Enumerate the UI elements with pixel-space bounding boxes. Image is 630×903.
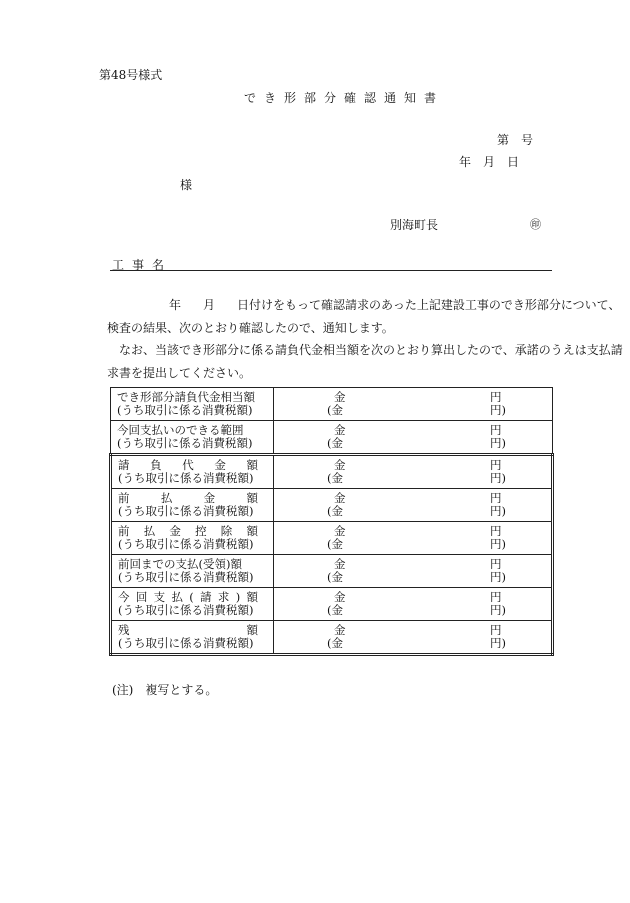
amount-en-label: 円 [490, 589, 502, 604]
row-amount-cell [274, 455, 553, 489]
row-sublabel: (うち取引に係る消費税額) [118, 570, 254, 584]
row-amount-cell [274, 621, 553, 655]
row-label [118, 525, 258, 539]
row-label-char: 請 [118, 457, 130, 472]
row-label-char: 求 [217, 589, 230, 604]
tax-en-label: 円) [490, 436, 506, 450]
table-row [111, 621, 553, 655]
date-line: 年 月 日 [459, 155, 520, 169]
row-label [118, 492, 258, 506]
row-label-char: 金 [203, 490, 216, 505]
amount-en-label: 円 [490, 523, 502, 538]
form-number: 第48号様式 [99, 68, 163, 82]
row-label-char: 額 [246, 490, 258, 505]
table-row [111, 388, 553, 421]
row-label [118, 624, 258, 638]
tax-en-label: 円) [490, 537, 506, 551]
tax-kin-label: (金 [327, 603, 343, 617]
row-label-char: 除 [220, 523, 233, 538]
amount-table [109, 387, 554, 656]
para2-text: なお、当該でき形部分に係る請負代金相当額を次のとおり算出したので、承諾のうえは支払請求書を提出してください。 [107, 343, 623, 380]
row-label-char: 前 [118, 490, 130, 505]
tax-kin-label: (金 [327, 504, 343, 518]
row-label-char: 控 [195, 523, 207, 538]
row-label: 前回までの支払(受領)額 [118, 556, 242, 571]
row-label: 今回支払いのできる範囲 [117, 422, 244, 437]
table-row [111, 455, 553, 489]
row-label-cell [111, 421, 274, 455]
row-label-cell [111, 489, 274, 522]
tax-en-label: 円) [490, 403, 506, 417]
para1-year-label: 年 [169, 298, 182, 312]
row-sublabel: (うち取引に係る消費税額) [117, 436, 253, 450]
row-amount-cell [274, 555, 553, 588]
row-label-cell [111, 588, 274, 621]
row-label-char: 請 [200, 589, 212, 604]
row-amount-cell [274, 388, 553, 421]
row-label: でき形部分請負代金相当額 [117, 389, 255, 404]
row-label-char: 払 [143, 523, 156, 538]
row-sublabel: (うち取引に係る消費税額) [118, 537, 254, 551]
row-label-char: 負 [150, 457, 162, 472]
table-row [111, 588, 553, 621]
footnote: (注) 複写とする。 [112, 683, 218, 697]
document-number-line: 第 号 [497, 133, 534, 147]
project-name-label: 工事名 [112, 258, 173, 272]
document-title: でき形部分確認通知書 [244, 91, 445, 105]
row-sublabel: (うち取引に係る消費税額) [117, 403, 253, 417]
para1-month-label: 月 [203, 298, 216, 312]
row-label-char: 回 [135, 589, 148, 604]
tax-en-label: 円) [490, 603, 506, 617]
tax-kin-label: (金 [327, 471, 343, 485]
amount-en-label: 円 [490, 622, 502, 637]
amount-kin-label: 金 [334, 389, 346, 404]
row-amount-cell [274, 588, 553, 621]
row-label-char: 額 [246, 589, 258, 604]
row-label [118, 459, 258, 473]
row-label-cell [111, 388, 274, 421]
row-sublabel: (うち取引に係る消費税額) [118, 471, 254, 485]
amount-en-label: 円 [490, 457, 502, 472]
amount-en-label: 円 [490, 389, 502, 404]
row-label-char: 額 [246, 457, 258, 472]
table-row [111, 421, 553, 455]
row-amount-cell [274, 522, 553, 555]
row-amount-cell [274, 489, 553, 522]
row-sublabel: (うち取引に係る消費税額) [118, 504, 254, 518]
table-row [111, 522, 553, 555]
tax-en-label: 円) [490, 504, 506, 518]
table-row [111, 555, 553, 588]
tax-en-label: 円) [490, 471, 506, 485]
addressee-suffix: 様 [180, 178, 193, 192]
tax-kin-label: (金 [327, 537, 343, 551]
row-label-char: 払 [160, 490, 173, 505]
row-label-char: 代 [182, 457, 194, 472]
para1-text: 日付けをもって確認請求のあった上記建設工事のでき形部分について、検査の結果、次のとおり確認したので、通知します。 [107, 298, 621, 335]
row-label-char: 金 [214, 457, 226, 472]
amount-kin-label: 金 [334, 422, 346, 437]
row-label-cell [111, 455, 274, 489]
row-label-char: 払 [171, 589, 183, 604]
body-paragraph-1 [107, 294, 630, 339]
project-name-underline [110, 270, 552, 271]
tax-kin-label: (金 [327, 570, 343, 584]
row-sublabel: (うち取引に係る消費税額) [118, 636, 254, 650]
row-label-char: 額 [246, 622, 258, 637]
amount-kin-label: 金 [334, 457, 346, 472]
amount-en-label: 円 [490, 422, 502, 437]
body-paragraph-2 [107, 339, 630, 384]
amount-kin-label: 金 [334, 523, 346, 538]
row-label-cell [111, 555, 274, 588]
row-label-cell [111, 522, 274, 555]
row-label-char: 支 [153, 589, 166, 604]
amount-kin-label: 金 [334, 622, 346, 637]
tax-en-label: 円) [490, 636, 506, 650]
row-label-char: 前 [118, 523, 130, 538]
tax-kin-label: (金 [327, 636, 343, 650]
row-label-char: 残 [118, 622, 130, 637]
row-label-char: ) [235, 589, 241, 604]
tax-en-label: 円) [490, 570, 506, 584]
tax-kin-label: (金 [327, 403, 343, 417]
row-sublabel: (うち取引に係る消費税額) [118, 603, 254, 617]
row-label-char: 金 [169, 523, 181, 538]
row-label-cell [111, 621, 274, 655]
amount-kin-label: 金 [334, 490, 346, 505]
amount-kin-label: 金 [334, 556, 346, 571]
row-label [118, 591, 258, 605]
row-label-char: 額 [246, 523, 258, 538]
row-label-char: ( [189, 589, 194, 604]
tax-kin-label: (金 [327, 436, 343, 450]
amount-kin-label: 金 [334, 589, 346, 604]
amount-en-label: 円 [490, 490, 502, 505]
table-row [111, 489, 553, 522]
amount-en-label: 円 [490, 556, 502, 571]
row-amount-cell [274, 421, 553, 455]
sender-name: 別海町長 [390, 218, 439, 232]
row-label-char: 今 [118, 589, 130, 604]
seal-icon: ㊞ [530, 218, 541, 231]
